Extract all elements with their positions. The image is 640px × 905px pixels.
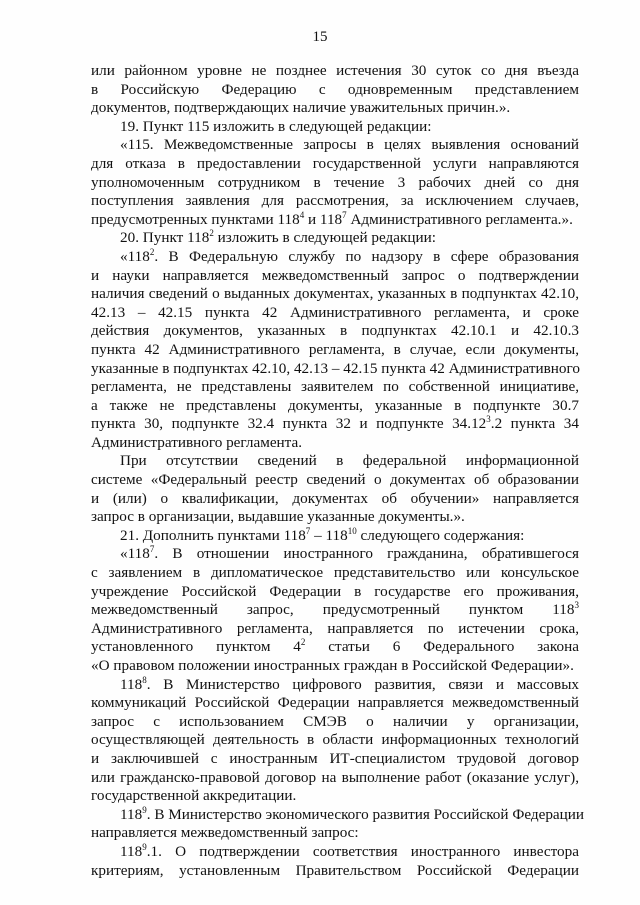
superscript: 8 (142, 674, 147, 685)
text-line: для отказа в предоставлении государственной услуги направляются (91, 154, 579, 172)
text-line: «О правовом положении иностранных граждан в Российской Федерации». (91, 657, 574, 674)
text-line: пункта 30, подпункте 32.4 пункта 32 и подпункте 34.12$^3$.2 пункта 34 (91, 414, 579, 433)
text-line: или районном уровне не позднее истечения 30 суток со дня въезда (91, 62, 579, 79)
text-line: и (или) о квалификации, документах об обучении» направляется (91, 489, 579, 507)
text-line: «115. Межведомственные запросы в целях выявления оснований (120, 136, 579, 154)
document-body (91, 62, 585, 880)
text-line: пункта 42 Административного регламента, в случае, если документы, (91, 340, 579, 358)
text-line: государственной аккредитации. (91, 787, 297, 805)
text-line: поступления заявления для рассмотрения, за исключением случаев, (91, 192, 579, 210)
text-line: системе «Федеральный реестр сведений о документах об образовании (91, 471, 579, 489)
superscript: 2 (149, 246, 155, 257)
text-line: «$118^7$. В отношении иностранного гражданина, обратившегося (120, 544, 579, 563)
text-line: коммуникаций Российской Федерации направляется межведомственный (91, 694, 579, 712)
superscript: 9 (142, 841, 147, 852)
superscript: 10 (347, 525, 357, 536)
text-line: критериям, установленным Правительством Российской Федерации (91, 861, 579, 879)
superscript: 3 (574, 600, 579, 611)
text-line: установленного пунктом $4^2$ статьи 6 Федерального закона (91, 637, 579, 656)
text-line: а также не представлены документы, указанные в подпункте 30.7 (91, 396, 579, 414)
text-line: Административного регламента, направляется по истечении срока, (91, 619, 579, 637)
text-line: уполномоченным сотрудником в течение 3 рабочих дней со дня (91, 173, 579, 191)
text-line: 19. Пункт 115 изложить в следующей редакции: (120, 117, 432, 135)
text-line: $118^9.1$. О подтверждении соответствия иностранного инвестора (120, 841, 579, 860)
text-line: предусмотренных пунктами $118^4$ и $118^7$ Административного регламента.». (91, 209, 573, 228)
superscript: 3 (486, 414, 491, 425)
text-line: $118^9$. В Министерство экономического развития Российской Федерации (120, 804, 585, 823)
superscript: 7 (305, 525, 311, 536)
text-line: и науки направляется межведомственный запрос о подтверждении (91, 266, 579, 284)
superscript: 7 (149, 544, 155, 555)
text-line: и заключившей с иностранным ИТ-специалистом трудовой договор (91, 749, 579, 767)
text-line: Административного регламента. (91, 433, 303, 451)
superscript: 2 (209, 228, 214, 239)
text-line: $118^8$. В Министерство цифрового развития, связи и массовых (120, 674, 579, 693)
superscript: 4 (299, 209, 305, 220)
text-line: «$118^2$. В Федеральную службу по надзору в сфере образования (120, 246, 579, 265)
text-line: наличия сведений о выданных документах, указанных в подпунктах 42.10, (91, 285, 579, 303)
text-line: запрос в организации, выдавшие указанные документы.». (91, 508, 465, 526)
page-number: 15 (312, 29, 328, 45)
text-line: учреждение Российской Федерации в государстве его проживания, (91, 582, 579, 600)
text-line: действия документов, указанных в подпунктах 42.10.1 и 42.10.3 (91, 322, 579, 340)
text-line: направляется межведомственный запрос: (91, 824, 359, 842)
text-line: межведомственный запрос, предусмотренный пунктом $118^3$ (91, 600, 579, 619)
superscript: 9 (142, 804, 147, 815)
text-line: в Российскую Федерацию с одновременным представлением (91, 80, 579, 98)
text-line: или гражданско-правовой договор на выполнение работ (оказание услуг), (91, 768, 579, 786)
text-line: 21. Дополнить пунктами $118^7 - 118^{10}$ следующего содержания: (120, 525, 525, 544)
text-line: 42.13 – 42.15 пункта 42 Административного регламента, и сроке (91, 303, 579, 321)
text-line: запрос с использованием СМЭВ о наличии у организации, (91, 712, 579, 730)
text-line: При отсутствии сведений в федеральной информационной (120, 452, 579, 470)
text-line: указанные в подпунктах 42.10, 42.13 – 42.15 пункта 42 Административного (91, 359, 580, 377)
text-line: регламента, не представлены заявителем по собственной инициативе, (91, 378, 579, 396)
superscript: 7 (342, 209, 347, 220)
text-line: с заявлением в дипломатическое представительство или консульское (91, 564, 579, 582)
superscript: 2 (300, 637, 306, 648)
text-line: осуществляющей деятельность в области информационных технологий (91, 731, 579, 749)
text-line: документов, подтверждающих наличие уважительных причин.». (91, 99, 511, 117)
text-line: 20. Пункт $118^2$ изложить в следующей редакции: (120, 228, 436, 247)
